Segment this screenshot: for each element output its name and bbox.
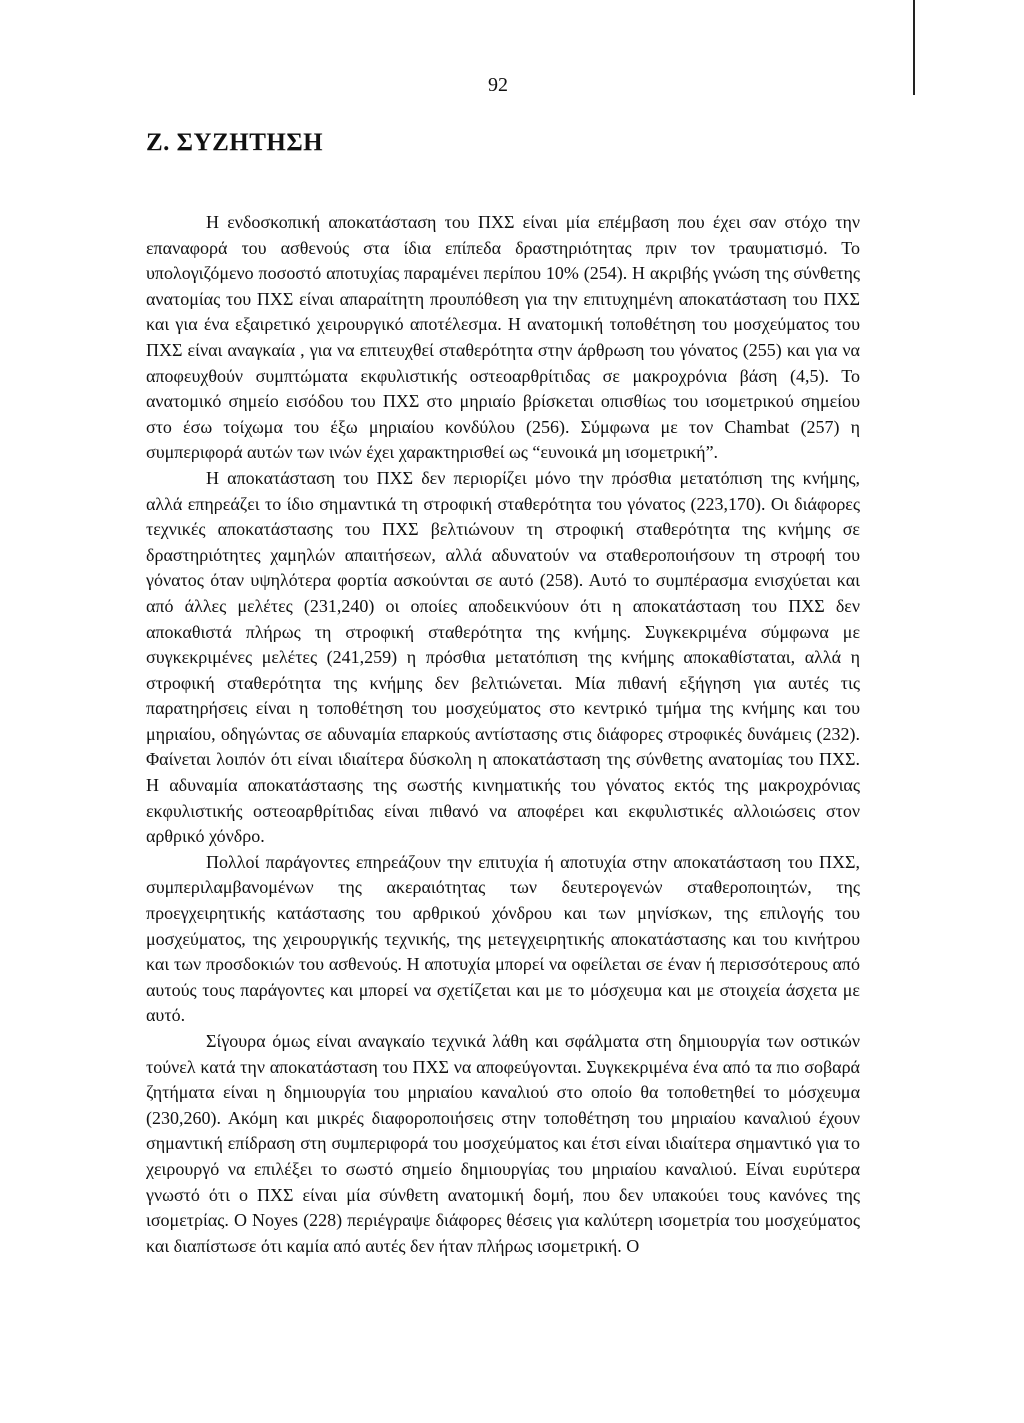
page-number: 92: [488, 74, 508, 96]
paragraph-1: Η ενδοσκοπική αποκατάσταση του ΠΧΣ είναι μία επέμβαση που έχει σαν στόχο την επαναφορά του ασθενούς στα ίδια επίπεδα δραστηριότητας πριν τον τραυματισμό. Το υπολογιζόμενο ποσοστό αποτυχίας παραμένει περίπου 10% (254). Η ακριβής γνώση της σύνθετης ανατομίας του ΠΧΣ είναι απαραίτητη προυπόθεση για την επιτυχημένη αποκατάσταση του ΠΧΣ και για ένα εξαιρετικό χειρουργικό αποτέλεσμα. Η ανατομική τοποθέτηση του μοσχεύματος του ΠΧΣ είναι αναγκαία , για να επιτευχθεί σταθερότητα στην άρθρωση του γόνατος (255) και για να αποφευχθούν συμπτώματα εκφυλιστικής οστεοαρθρίτιδας σε μακροχρόνια βάση (4,5). Το ανατομικό σημείο εισόδου του ΠΧΣ στο μηριαίο βρίσκεται οπισθίως του ισομετρικού σημείου στο έσω τοίχωμα του έξω μηριαίου κονδύλου (256). Σύμφωνα με τον Chambat (257) η συμπεριφορά αυτών των ινών έχει χαρακτηρισθεί ως “ευνοικά μη ισομετρική”.: [146, 212, 860, 463]
paragraph-3: Πολλοί παράγοντες επηρεάζουν την επιτυχία ή αποτυχία στην αποκατάσταση του ΠΧΣ, συμπεριλαμβανομένων της ακεραιότητας των δευτερογενών σταθεροποιητών, της προεγχειρητικής κατάστασης του αρθρικού χόνδρου και των μηνίσκων, της επιλογής του μοσχεύματος, της χειρουργικής τεχνικής, της μετεγχειρητικής αποκατάστασης και του κινήτρου και των προσδοκιών του ασθενούς. Η αποτυχία μπορεί να οφείλεται σε έναν ή περισσότερους από αυτούς τους παράγοντες και μπορεί να σχετίζεται και με το μόσχευμα και με στοιχεία άσχετα με αυτό.: [146, 851, 860, 1026]
paragraph-2: Η αποκατάσταση του ΠΧΣ δεν περιορίζει μόνο την πρόσθια μετατόπιση της κνήμης, αλλά επηρεάζει το ίδιο σημαντικά τη στροφική σταθερότητα του γόνατος (223,170). Οι διάφορες τεχνικές αποκατάστασης του ΠΧΣ βελτιώνουν τη στροφική σταθερότητα της κνήμης σε δραστηριότητες χαμηλών απαιτήσεων, αλλά αδυνατούν να σταθεροποιήσουν τη στροφή του γόνατος όταν υψηλότερα φορτία ασκούνται σε αυτό (258). Αυτό το συμπέρασμα ενισχύεται και από άλλες μελέτες (231,240) οι οποίες αποδεικνύουν ότι η αποκατάσταση του ΠΧΣ δεν αποκαθιστά πλήρως τη στροφική σταθερότητα της κνήμης. Συγκεκριμένα σύμφωνα με συγκεκριμένες μελέτες (241,259) η πρόσθια μετατόπιση της κνήμης αποκαθίσταται, αλλά η στροφική σταθερότητα της κνήμης δεν βελτιώνεται. Μία πιθανή εξήγηση για αυτές τις παρατηρήσεις είναι η τοποθέτηση του μοσχεύματος στο κεντρικό τμήμα της κνήμης και του μηριαίου, οδηγώντας σε αδυναμία επαρκούς αντίστασης στις διάφορες στροφικές δυνάμεις (232). Φαίνεται λοιπόν ότι είναι ιδιαίτερα δύσκολη η αποκατάσταση της σύνθετης ανατομίας του ΠΧΣ. Η αδυναμία αποκατάστασης της σωστής κινηματικής του γόνατος εκτός της μακροχρόνιας εκφυλιστικής οστεοαρθρίτιδας είναι πιθανό να αποφέρει και εκφυλιστικές αλλοιώσεις στον αρθρικό χόνδρο.: [146, 467, 860, 847]
body-text: [146, 210, 860, 1259]
paragraph-4: Σίγουρα όμως είναι αναγκαίο τεχνικά λάθη και σφάλματα στη δημιουργία των οστικών τούνελ κατά την αποκατάσταση του ΠΧΣ να αποφεύγονται. Συγκεκριμένα ένα από τα πιο σοβαρά ζητήματα είναι η δημιουργία του μηριαίου καναλιού στο οποίο θα τοποθετηθεί το μόσχευμα (230,260). Ακόμη και μικρές διαφοροποιήσεις στην τοποθέτηση του μηριαίου καναλιού έχουν σημαντική επίδραση στη συμπεριφορά του μοσχεύματος και έτσι είναι ιδιαίτερα σημαντικό για το χειρουργό να επιλέξει το σωστό σημείο δημιουργίας του μηριαίου καναλιού. Είναι ευρύτερα γνωστό ότι ο ΠΧΣ είναι μία σύνθετη ανατομική δομή, που δεν υπακούει τους κανόνες της ισομετρίας. Ο Noyes (228) περιέγραψε διάφορες θέσεις για καλύτερη ισομετρία του μοσχεύματος και διαπίστωσε ότι καμία από αυτές δεν ήταν πλήρως ισομετρική. Ο: [146, 1031, 860, 1256]
section-title: Ζ. ΣΥΖΗΤΗΣΗ: [146, 129, 324, 156]
scan-edge-line: [913, 0, 915, 95]
